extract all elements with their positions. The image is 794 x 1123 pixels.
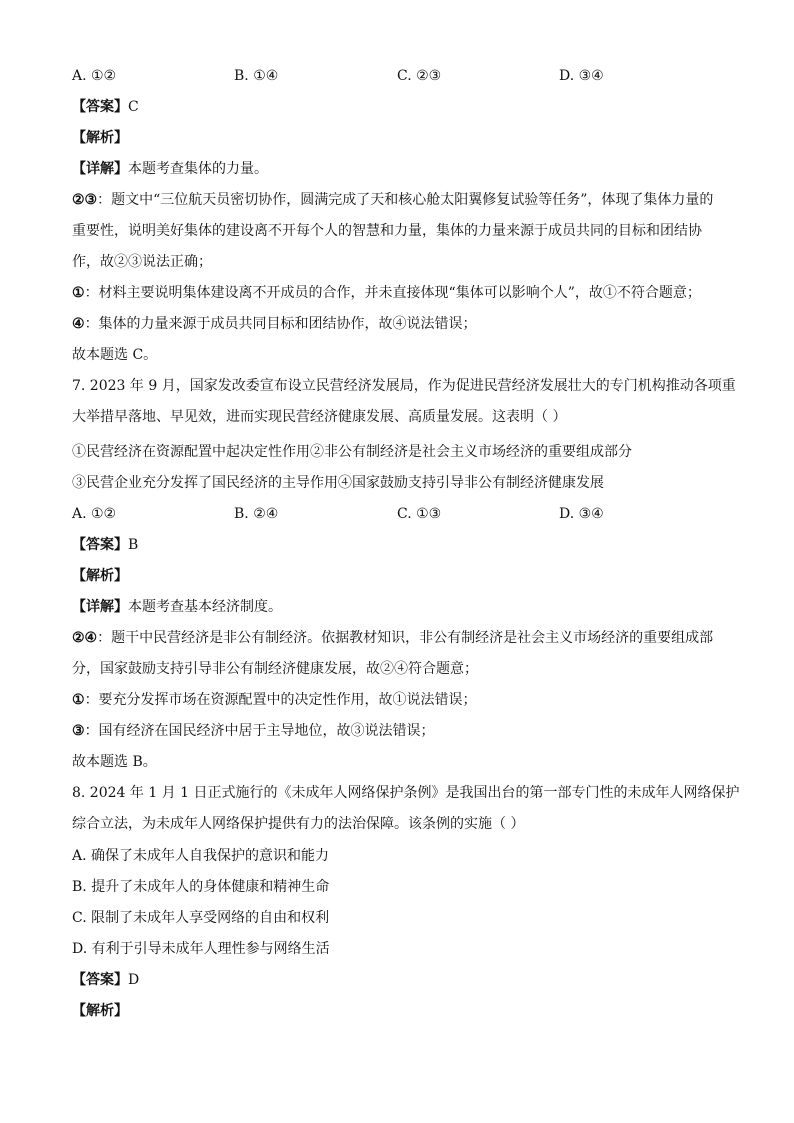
answer-value: D	[128, 972, 140, 988]
answer-tag: 【答案】	[72, 537, 128, 553]
q7-option-d: D. ③④	[559, 506, 604, 522]
detail-tag: 【详解】	[72, 599, 128, 615]
answer-tag: 【答案】	[72, 99, 128, 115]
q8-option-d: D. 有利于引导未成年人理性参与网络生活	[72, 941, 330, 957]
q8-analysis-tag: 【解析】	[72, 1003, 128, 1019]
q7-para1-line2: 分，国家鼓励支持引导非公有制经济健康发展，故②④符合题意；	[72, 661, 478, 677]
q8-option-a: A. 确保了未成年人自我保护的意识和能力	[72, 848, 330, 864]
q8-answer	[72, 970, 139, 990]
q7-option-a: A. ①②	[72, 506, 117, 522]
q6-option-d: D. ③④	[559, 68, 604, 84]
detail-tag: 【详解】	[72, 161, 128, 177]
q6-option-c: C. ②③	[397, 68, 442, 84]
q6-conclusion: 故本题选 C。	[72, 347, 158, 363]
q8-stem-line1: 8. 2024 年 1 月 1 日正式施行的《未成年人网络保护条例》是我国出台的第一部专门性的未成年人网络保护	[72, 785, 740, 801]
q7-para3: ③：国有经济在国民经济中居于主导地位，故③说法错误；	[72, 723, 435, 739]
answer-value: B	[128, 537, 139, 553]
q7-statements-line1: ①民营经济在资源配置中起决定性作用②非公有制经济是社会主义市场经济的重要组成部分	[72, 444, 632, 460]
q6-para1-line2: 重要性，说明美好集体的建设离不开每个人的智慧和力量，集体的力量来源于成员共同的目标和团结协	[72, 223, 702, 239]
q6-detail: 【详解】本题考查集体的力量。	[72, 161, 268, 177]
q7-para2: ①：要充分发挥市场在资源配置中的决定性作用，故①说法错误；	[72, 692, 477, 708]
q7-stem-line2: 大举措早落地、早见效，进而实现民营经济健康发展、高质量发展。这表明（ ）	[72, 409, 567, 425]
answer-value: C	[128, 99, 139, 115]
q8-option-c: C. 限制了未成年人享受网络的自由和权利	[72, 910, 330, 926]
q6-option-a: A. ①②	[72, 68, 117, 84]
q7-conclusion: 故本题选 B。	[72, 754, 157, 770]
q7-analysis-tag: 【解析】	[72, 568, 128, 584]
q7-para1-line1: ②④：题干中民营经济是非公有制经济。依据教材知识，非公有制经济是社会主义市场经济的重要组成部	[72, 630, 714, 646]
q7-answer	[72, 535, 138, 555]
q6-para3: ④：集体的力量来源于成员共同目标和团结协作，故④说法错误；	[72, 316, 477, 332]
q7-statements-line2: ③民营企业充分发挥了国民经济的主导作用④国家鼓励支持引导非公有制经济健康发展	[72, 475, 604, 491]
q6-answer	[72, 97, 139, 117]
q7-option-b: B. ②④	[234, 506, 279, 522]
q8-stem-line2: 综合立法，为未成年人网络保护提供有力的法治保障。该条例的实施（ ）	[72, 816, 525, 832]
answer-tag: 【答案】	[72, 972, 128, 988]
q7-option-c: C. ①③	[397, 506, 442, 522]
q6-para1-line1: ②③：题文中“三位航天员密切协作，圆满完成了天和核心舱太阳翼修复试验等任务”，体现了集体力量的	[72, 192, 714, 208]
q6-para2: ①：材料主要说明集体建设离不开成员的合作，并未直接体现“集体可以影响个人”，故①不符合题意；	[72, 285, 701, 301]
q7-detail: 【详解】本题考查基本经济制度。	[72, 599, 282, 615]
q6-option-b: B. ①④	[234, 68, 279, 84]
q8-option-b: B. 提升了未成年人的身体健康和精神生命	[72, 879, 330, 895]
q6-analysis-tag: 【解析】	[72, 130, 128, 146]
q6-para1-line3: 作，故②③说法正确；	[72, 254, 212, 270]
q7-stem-line1: 7. 2023 年 9 月，国家发改委宣布设立民营经济发展局，作为促进民营经济发展壮大的专门机构推动各项重	[72, 378, 736, 394]
